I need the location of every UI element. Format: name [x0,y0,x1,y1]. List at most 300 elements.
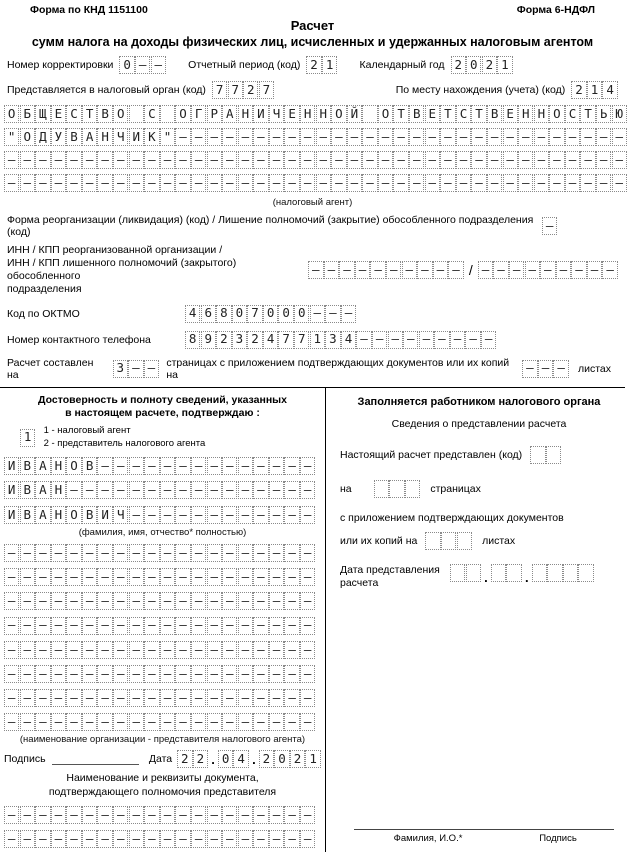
char-cell[interactable]: – [191,151,206,169]
char-cell[interactable]: – [113,665,128,683]
char-cell[interactable]: – [571,261,586,279]
char-cell[interactable]: – [434,331,449,349]
char-cell[interactable]: – [269,665,284,683]
char-cell[interactable]: – [35,544,50,562]
char-cell[interactable]: С [565,105,580,123]
char-cell[interactable]: – [440,174,455,192]
char-cell[interactable]: – [331,128,346,146]
char-cell[interactable]: – [129,151,144,169]
char-cell[interactable]: Н [300,105,315,123]
date-year-cells[interactable] [259,750,321,768]
char-cell[interactable] [530,446,545,464]
char-cell[interactable]: С [66,105,81,123]
char-cell[interactable]: – [478,261,493,279]
char-cell[interactable]: – [82,806,97,824]
char-cell[interactable]: – [129,665,144,683]
char-cell[interactable]: – [20,806,35,824]
char-cell[interactable]: 7 [247,305,262,323]
char-cell[interactable]: 2 [247,331,262,349]
char-cell[interactable]: – [129,506,144,524]
char-cell[interactable]: – [82,713,97,731]
char-cell[interactable]: – [35,592,50,610]
char-cell[interactable]: – [493,261,508,279]
char-cell[interactable]: – [331,151,346,169]
char-cell[interactable]: В [82,457,97,475]
char-cell[interactable]: – [175,592,190,610]
char-cell[interactable]: – [191,457,206,475]
char-cell[interactable]: – [66,544,81,562]
char-cell[interactable]: – [97,544,112,562]
char-cell[interactable]: – [191,174,206,192]
char-cell[interactable]: – [238,506,253,524]
char-cell[interactable]: – [151,56,166,74]
char-cell[interactable]: – [308,261,323,279]
char-cell[interactable]: – [51,544,66,562]
char-cell[interactable]: – [269,689,284,707]
char-cell[interactable]: 2 [306,56,321,74]
char-cell[interactable]: – [549,151,564,169]
char-cell[interactable]: – [207,617,222,635]
char-cell[interactable]: – [144,151,159,169]
char-cell[interactable]: – [207,151,222,169]
char-cell[interactable]: – [300,665,315,683]
char-cell[interactable]: Ю [612,105,627,123]
char-cell[interactable]: 0 [119,56,134,74]
char-cell[interactable]: – [269,151,284,169]
char-cell[interactable] [547,564,562,582]
char-cell[interactable]: 3 [232,331,247,349]
char-cell[interactable]: – [82,641,97,659]
char-cell[interactable]: – [4,689,19,707]
char-cell[interactable]: – [82,481,97,499]
char-cell[interactable]: Е [284,105,299,123]
phone-cells[interactable] [185,331,497,349]
char-cell[interactable]: – [596,174,611,192]
char-cell[interactable]: – [35,151,50,169]
char-cell[interactable]: – [97,641,112,659]
char-cell[interactable]: – [238,544,253,562]
official-pages-cells[interactable] [374,480,421,498]
char-cell[interactable]: – [128,360,143,378]
char-cell[interactable]: С [456,105,471,123]
char-cell[interactable]: – [82,689,97,707]
char-cell[interactable]: – [144,713,159,731]
char-cell[interactable]: – [191,830,206,848]
char-cell[interactable]: – [253,689,268,707]
char-cell[interactable]: Т [440,105,455,123]
char-cell[interactable]: – [51,713,66,731]
char-cell[interactable]: – [487,151,502,169]
char-cell[interactable]: – [113,151,128,169]
char-cell[interactable]: – [284,665,299,683]
char-cell[interactable] [450,564,465,582]
char-cell[interactable]: – [82,568,97,586]
char-cell[interactable]: – [160,689,175,707]
char-cell[interactable]: – [316,174,331,192]
char-cell[interactable]: – [35,665,50,683]
char-cell[interactable]: 0 [218,750,233,768]
char-cell[interactable]: Г [191,105,206,123]
char-cell[interactable]: – [129,544,144,562]
char-cell[interactable]: О [175,105,190,123]
char-cell[interactable]: – [175,506,190,524]
char-cell[interactable]: 0 [232,305,247,323]
char-cell[interactable]: – [238,713,253,731]
char-cell[interactable]: И [129,128,144,146]
char-cell[interactable]: 4 [602,81,617,99]
char-cell[interactable]: – [356,331,371,349]
char-cell[interactable]: – [471,174,486,192]
char-cell[interactable]: – [144,544,159,562]
char-cell[interactable]: 6 [201,305,216,323]
char-cell[interactable]: – [222,689,237,707]
char-cell[interactable]: В [20,506,35,524]
char-cell[interactable]: – [409,128,424,146]
char-cell[interactable]: – [129,568,144,586]
char-cell[interactable]: – [82,665,97,683]
char-cell[interactable]: – [538,360,553,378]
char-cell[interactable]: – [82,151,97,169]
rep-row[interactable] [4,544,321,562]
char-cell[interactable]: – [129,641,144,659]
char-cell[interactable]: – [113,713,128,731]
char-cell[interactable]: – [433,261,448,279]
official-copies-cells[interactable] [425,532,472,550]
char-cell[interactable]: – [207,806,222,824]
char-cell[interactable]: – [160,830,175,848]
char-cell[interactable]: – [144,360,159,378]
char-cell[interactable]: – [602,261,617,279]
char-cell[interactable]: – [300,506,315,524]
char-cell[interactable]: – [66,592,81,610]
char-cell[interactable]: – [238,481,253,499]
char-cell[interactable]: – [355,261,370,279]
char-cell[interactable]: " [4,128,19,146]
char-cell[interactable]: – [253,151,268,169]
agent-name-row1[interactable] [4,105,621,123]
char-cell[interactable]: – [4,806,19,824]
char-cell[interactable]: – [191,481,206,499]
char-cell[interactable]: – [269,641,284,659]
char-cell[interactable]: В [66,128,81,146]
char-cell[interactable]: – [481,331,496,349]
char-cell[interactable]: – [238,830,253,848]
char-cell[interactable]: 2 [571,81,586,99]
char-cell[interactable]: – [4,713,19,731]
char-cell[interactable]: Н [534,105,549,123]
char-cell[interactable]: – [300,689,315,707]
char-cell[interactable]: Щ [35,105,50,123]
char-cell[interactable]: – [129,481,144,499]
char-cell[interactable]: – [300,151,315,169]
char-cell[interactable]: – [269,174,284,192]
char-cell[interactable]: – [35,689,50,707]
char-cell[interactable]: – [113,689,128,707]
char-cell[interactable]: – [191,592,206,610]
char-cell[interactable]: – [144,641,159,659]
char-cell[interactable]: – [191,665,206,683]
char-cell[interactable] [129,105,144,123]
char-cell[interactable]: – [522,360,537,378]
char-cell[interactable]: – [300,806,315,824]
char-cell[interactable]: – [207,506,222,524]
char-cell[interactable]: – [300,128,315,146]
char-cell[interactable]: – [612,128,627,146]
char-cell[interactable]: – [175,128,190,146]
char-cell[interactable]: – [238,641,253,659]
char-cell[interactable]: 2 [193,750,208,768]
char-cell[interactable]: – [175,544,190,562]
patronymic-cells[interactable] [4,506,321,524]
char-cell[interactable]: В [20,457,35,475]
char-cell[interactable]: – [471,128,486,146]
char-cell[interactable]: – [129,806,144,824]
char-cell[interactable] [506,564,521,582]
char-cell[interactable]: – [51,830,66,848]
char-cell[interactable]: – [66,641,81,659]
char-cell[interactable]: – [20,665,35,683]
char-cell[interactable]: Н [316,105,331,123]
char-cell[interactable]: – [238,457,253,475]
char-cell[interactable]: – [440,151,455,169]
char-cell[interactable]: – [20,151,35,169]
char-cell[interactable] [491,564,506,582]
char-cell[interactable]: 2 [290,750,305,768]
inn-cells[interactable] [308,261,464,279]
char-cell[interactable]: Б [20,105,35,123]
char-cell[interactable]: – [549,128,564,146]
char-cell[interactable]: – [238,665,253,683]
char-cell[interactable]: 7 [228,81,243,99]
char-cell[interactable]: – [4,617,19,635]
correction-cells[interactable] [119,56,166,74]
char-cell[interactable]: – [35,713,50,731]
char-cell[interactable]: – [518,128,533,146]
char-cell[interactable]: – [393,151,408,169]
char-cell[interactable]: – [160,174,175,192]
char-cell[interactable]: А [222,105,237,123]
char-cell[interactable]: – [97,830,112,848]
char-cell[interactable]: – [222,128,237,146]
char-cell[interactable]: – [160,151,175,169]
char-cell[interactable]: – [540,261,555,279]
char-cell[interactable]: Т [580,105,595,123]
char-cell[interactable]: – [160,506,175,524]
char-cell[interactable]: Й [347,105,362,123]
char-cell[interactable] [466,564,481,582]
char-cell[interactable]: – [612,174,627,192]
char-cell[interactable]: – [300,617,315,635]
official-signature-line[interactable] [502,829,614,830]
char-cell[interactable] [578,564,593,582]
char-cell[interactable]: – [144,457,159,475]
year-cells[interactable] [451,56,513,74]
char-cell[interactable]: – [51,806,66,824]
char-cell[interactable]: – [144,592,159,610]
char-cell[interactable]: О [331,105,346,123]
char-cell[interactable]: – [20,713,35,731]
rep-row[interactable] [4,568,321,586]
char-cell[interactable]: – [253,544,268,562]
char-cell[interactable]: Н [51,506,66,524]
char-cell[interactable]: – [284,592,299,610]
char-cell[interactable] [441,532,456,550]
char-cell[interactable]: – [175,481,190,499]
char-cell[interactable]: – [129,713,144,731]
rep-row[interactable] [4,617,321,635]
char-cell[interactable]: 1 [305,750,320,768]
char-cell[interactable]: – [160,617,175,635]
char-cell[interactable]: – [269,481,284,499]
char-cell[interactable]: С [144,105,159,123]
char-cell[interactable]: – [284,568,299,586]
char-cell[interactable]: – [565,174,580,192]
char-cell[interactable]: – [253,641,268,659]
char-cell[interactable]: – [465,331,480,349]
char-cell[interactable]: Е [503,105,518,123]
char-cell[interactable] [532,564,547,582]
char-cell[interactable]: – [97,457,112,475]
oktmo-cells[interactable] [185,305,356,323]
char-cell[interactable]: – [207,568,222,586]
char-cell[interactable]: О [66,457,81,475]
char-cell[interactable]: 7 [259,81,274,99]
char-cell[interactable]: – [310,305,325,323]
char-cell[interactable]: Е [51,105,66,123]
char-cell[interactable]: – [269,544,284,562]
char-cell[interactable]: 1 [322,56,337,74]
char-cell[interactable]: – [222,481,237,499]
char-cell[interactable]: – [82,544,97,562]
char-cell[interactable]: 2 [243,81,258,99]
char-cell[interactable]: – [35,641,50,659]
char-cell[interactable]: – [113,830,128,848]
char-cell[interactable]: – [417,261,432,279]
char-cell[interactable]: – [66,713,81,731]
char-cell[interactable]: – [284,151,299,169]
surname-cells[interactable] [4,457,321,475]
char-cell[interactable]: – [553,360,568,378]
char-cell[interactable]: – [300,457,315,475]
char-cell[interactable] [425,532,440,550]
char-cell[interactable]: 4 [263,331,278,349]
char-cell[interactable]: – [175,830,190,848]
char-cell[interactable] [405,480,420,498]
char-cell[interactable]: – [534,128,549,146]
char-cell[interactable]: – [341,305,356,323]
char-cell[interactable]: " [160,128,175,146]
char-cell[interactable]: – [253,830,268,848]
char-cell[interactable]: 0 [274,750,289,768]
char-cell[interactable]: – [300,174,315,192]
char-cell[interactable]: О [378,105,393,123]
char-cell[interactable]: – [222,806,237,824]
char-cell[interactable]: Н [518,105,533,123]
char-cell[interactable]: – [612,151,627,169]
char-cell[interactable]: – [66,617,81,635]
char-cell[interactable]: – [402,261,417,279]
char-cell[interactable]: – [222,641,237,659]
char-cell[interactable]: А [35,457,50,475]
char-cell[interactable]: – [66,568,81,586]
char-cell[interactable]: 0 [263,305,278,323]
char-cell[interactable]: – [160,544,175,562]
rep-row[interactable] [4,665,321,683]
char-cell[interactable]: – [253,713,268,731]
char-cell[interactable]: – [160,592,175,610]
char-cell[interactable]: – [129,174,144,192]
char-cell[interactable]: – [175,174,190,192]
char-cell[interactable]: – [284,830,299,848]
char-cell[interactable]: – [175,806,190,824]
char-cell[interactable]: – [51,151,66,169]
char-cell[interactable]: – [525,261,540,279]
char-cell[interactable]: – [97,617,112,635]
char-cell[interactable]: В [82,506,97,524]
official-date-month-cells[interactable] [491,564,522,591]
char-cell[interactable]: – [269,506,284,524]
char-cell[interactable]: – [66,689,81,707]
char-cell[interactable]: Н [51,481,66,499]
char-cell[interactable]: В [409,105,424,123]
char-cell[interactable]: – [82,592,97,610]
char-cell[interactable]: – [35,617,50,635]
reorg-cells[interactable] [542,217,558,235]
char-cell[interactable]: – [66,174,81,192]
char-cell[interactable]: – [97,665,112,683]
char-cell[interactable]: 0 [466,56,481,74]
char-cell[interactable]: – [253,506,268,524]
period-cells[interactable] [306,56,337,74]
char-cell[interactable]: – [596,128,611,146]
char-cell[interactable]: – [222,592,237,610]
char-cell[interactable]: – [175,568,190,586]
official-name-line[interactable] [354,829,502,830]
char-cell[interactable]: – [378,128,393,146]
char-cell[interactable]: – [160,713,175,731]
pages-cells[interactable] [113,360,160,378]
char-cell[interactable]: О [549,105,564,123]
doc-row[interactable] [4,830,321,848]
char-cell[interactable]: – [238,568,253,586]
char-cell[interactable]: – [238,806,253,824]
char-cell[interactable]: – [113,174,128,192]
char-cell[interactable]: – [207,592,222,610]
char-cell[interactable]: 2 [259,750,274,768]
char-cell[interactable]: – [4,641,19,659]
char-cell[interactable]: 0 [294,305,309,323]
char-cell[interactable] [563,564,578,582]
char-cell[interactable]: 4 [233,750,248,768]
char-cell[interactable]: – [191,128,206,146]
char-cell[interactable]: – [284,174,299,192]
char-cell[interactable]: 2 [482,56,497,74]
char-cell[interactable]: – [82,617,97,635]
char-cell[interactable]: – [20,830,35,848]
char-cell[interactable]: – [518,174,533,192]
char-cell[interactable] [374,480,389,498]
char-cell[interactable]: 3 [325,331,340,349]
char-cell[interactable]: 1 [497,56,512,74]
char-cell[interactable]: – [175,457,190,475]
rep-row[interactable] [4,641,321,659]
char-cell[interactable]: – [300,592,315,610]
char-cell[interactable]: – [51,689,66,707]
char-cell[interactable]: Т [82,105,97,123]
char-cell[interactable]: Ь [596,105,611,123]
char-cell[interactable]: – [253,481,268,499]
char-cell[interactable]: – [113,568,128,586]
